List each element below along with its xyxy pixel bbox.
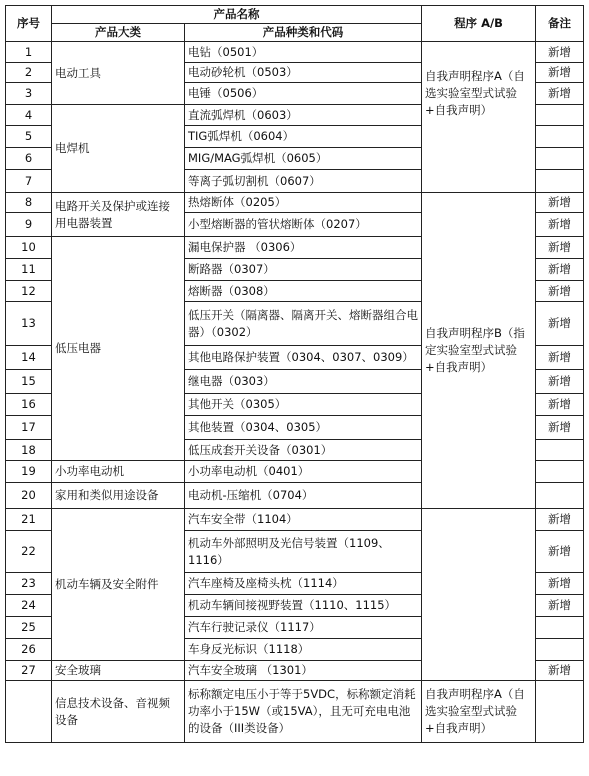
remark-cell: 新增: [536, 573, 584, 595]
header-row-1: [6, 6, 584, 24]
row-number: 8: [6, 193, 52, 213]
remark-cell: [536, 639, 584, 661]
product-item: 其他电路保护装置（0304、0307、0309）: [185, 346, 422, 370]
product-table: [5, 5, 584, 743]
row-number: 24: [6, 595, 52, 617]
remark-cell: 新增: [536, 531, 584, 573]
row-number: [6, 681, 52, 743]
remark-cell: 新增: [536, 63, 584, 83]
row-number: 20: [6, 483, 52, 509]
remark-cell: 新增: [536, 346, 584, 370]
remark-cell: 新增: [536, 370, 584, 394]
remark-cell: 新增: [536, 42, 584, 63]
seq-header: 序号: [6, 6, 52, 42]
row-number: 19: [6, 461, 52, 483]
product-item: TIG弧焊机（0604）: [185, 126, 422, 148]
table-row: [6, 193, 584, 213]
row-number: 25: [6, 617, 52, 639]
product-item: 断路器（0307）: [185, 259, 422, 281]
product-item: 低压成套开关设备（0301）: [185, 440, 422, 461]
remark-cell: 新增: [536, 661, 584, 681]
row-number: 1: [6, 42, 52, 63]
product-item: 熔断器（0308）: [185, 281, 422, 302]
remark-cell: [536, 148, 584, 170]
row-number: 13: [6, 302, 52, 346]
row-number: 23: [6, 573, 52, 595]
remark-cell: 新增: [536, 416, 584, 440]
remark-cell: 新增: [536, 509, 584, 531]
row-number: 2: [6, 63, 52, 83]
product-item: 电钻（0501）: [185, 42, 422, 63]
remark-cell: 新增: [536, 213, 584, 237]
product-item: 其他开关（0305）: [185, 394, 422, 416]
remark-cell: [536, 617, 584, 639]
remark-cell: 新增: [536, 193, 584, 213]
product-item: 低压开关（隔离器、隔离开关、熔断器组合电器）（0302）: [185, 302, 422, 346]
remark-cell: [536, 483, 584, 509]
row-number: 14: [6, 346, 52, 370]
row-number: 4: [6, 105, 52, 126]
row-number: 9: [6, 213, 52, 237]
product-item: 继电器（0303）: [185, 370, 422, 394]
remark-header: 备注: [536, 6, 584, 42]
remark-cell: [536, 126, 584, 148]
product-item: 电锤（0506）: [185, 83, 422, 105]
product-item: 标称额定电压小于等于5VDC，标称额定消耗功率小于15W（或15VA），且无可充电电池的设备（III类设备）: [185, 681, 422, 743]
product-item: 电动砂轮机（0503）: [185, 63, 422, 83]
row-number: 12: [6, 281, 52, 302]
row-number: 11: [6, 259, 52, 281]
product-item: 其他装置（0304、0305）: [185, 416, 422, 440]
remark-cell: 新增: [536, 281, 584, 302]
product-item: 汽车行驶记录仪（1117）: [185, 617, 422, 639]
row-number: 26: [6, 639, 52, 661]
row-number: 5: [6, 126, 52, 148]
procedure-header: 程序 A/B: [422, 6, 536, 42]
row-number: 17: [6, 416, 52, 440]
remark-cell: 新增: [536, 394, 584, 416]
procedure-cell: 自我声明程序A（自选实验室型式试验+自我声明）: [422, 681, 536, 743]
product-item: 机动车外部照明及光信号装置（1109、1116）: [185, 531, 422, 573]
row-number: 27: [6, 661, 52, 681]
product-item: 汽车安全玻璃 （1301）: [185, 661, 422, 681]
table-row: [6, 681, 584, 743]
row-number: 15: [6, 370, 52, 394]
procedure-cell: 自我声明程序B（指定实验室型式试验+自我声明）: [422, 193, 536, 509]
product-item: 车身反光标识（1118）: [185, 639, 422, 661]
product-item: 汽车安全带（1104）: [185, 509, 422, 531]
product-item: 漏电保护器 （0306）: [185, 237, 422, 259]
remark-cell: 新增: [536, 259, 584, 281]
product-item: 小功率电动机（0401）: [185, 461, 422, 483]
product-item: 小型熔断器的管状熔断体（0207）: [185, 213, 422, 237]
table-row: [6, 509, 584, 531]
product-item: 直流弧焊机（0603）: [185, 105, 422, 126]
procedure-cell: 自我声明程序A（自选实验室型式试验+自我声明）: [422, 42, 536, 193]
row-number: 7: [6, 170, 52, 193]
row-number: 3: [6, 83, 52, 105]
table-row: [6, 42, 584, 63]
product-name-header: 产品名称: [52, 6, 422, 24]
row-number: 16: [6, 394, 52, 416]
remark-cell: [536, 681, 584, 743]
category-cell: 信息技术设备、音视频设备: [52, 681, 185, 743]
remark-cell: 新增: [536, 595, 584, 617]
row-number: 10: [6, 237, 52, 259]
product-item: 等离子弧切割机（0607）: [185, 170, 422, 193]
remark-cell: 新增: [536, 83, 584, 105]
remark-cell: 新增: [536, 302, 584, 346]
row-number: 22: [6, 531, 52, 573]
product-item: 机动车辆间接视野装置（1110、1115）: [185, 595, 422, 617]
category-cell: 小功率电动机: [52, 461, 185, 483]
row-number: 6: [6, 148, 52, 170]
remark-cell: 新增: [536, 237, 584, 259]
category-cell: 机动车辆及安全附件: [52, 509, 185, 661]
procedure-cell: [422, 509, 536, 681]
category-cell: 电焊机: [52, 105, 185, 193]
remark-cell: [536, 440, 584, 461]
row-number: 18: [6, 440, 52, 461]
category-cell: 低压电器: [52, 237, 185, 461]
category-cell: 安全玻璃: [52, 661, 185, 681]
category-cell: 家用和类似用途设备: [52, 483, 185, 509]
category-cell: 电动工具: [52, 42, 185, 105]
type-code-header: 产品种类和代码: [185, 24, 422, 42]
product-item: MIG/MAG弧焊机（0605）: [185, 148, 422, 170]
remark-cell: [536, 105, 584, 126]
product-item: 汽车座椅及座椅头枕（1114）: [185, 573, 422, 595]
category-cell: 电路开关及保护或连接用电器装置: [52, 193, 185, 237]
row-number: 21: [6, 509, 52, 531]
product-item: 电动机-压缩机（0704）: [185, 483, 422, 509]
category-header: 产品大类: [52, 24, 185, 42]
product-item: 热熔断体（0205）: [185, 193, 422, 213]
remark-cell: [536, 461, 584, 483]
remark-cell: [536, 170, 584, 193]
